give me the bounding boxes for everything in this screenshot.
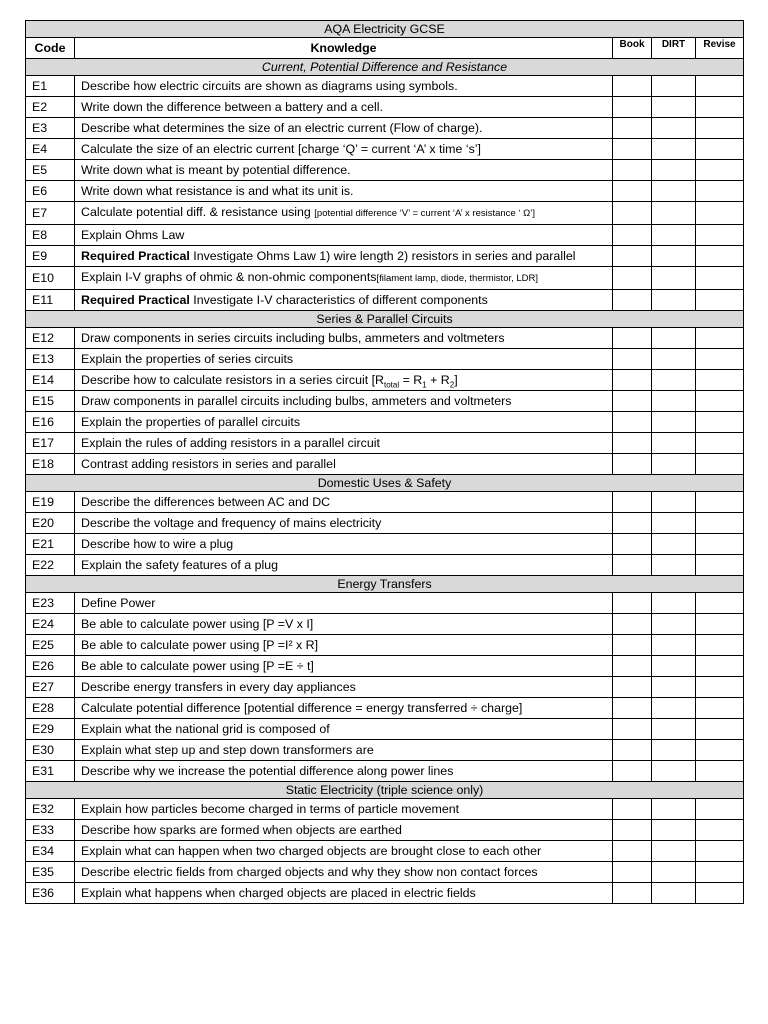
revise-checkbox-cell[interactable]: [696, 513, 744, 534]
table-row: [26, 328, 744, 349]
knowledge-text: [filament lamp, diode, thermistor, LDR]: [376, 273, 539, 284]
knowledge-text: Be able to calculate power using [P =E ÷ t]: [81, 659, 314, 673]
row-knowledge: [75, 593, 613, 614]
revise-checkbox-cell[interactable]: [696, 555, 744, 576]
table-row: [26, 370, 744, 391]
section-title: Series & Parallel Circuits: [26, 311, 744, 328]
section-header-row: [26, 59, 744, 76]
row-knowledge: [75, 883, 613, 904]
section-title: Current, Potential Difference and Resistance: [26, 59, 744, 76]
book-checkbox-cell[interactable]: [613, 225, 652, 246]
table-row: [26, 118, 744, 139]
knowledge-text: Describe how to calculate resistors in a series circuit [R: [81, 373, 384, 387]
row-code: E20: [26, 513, 75, 534]
table-row: [26, 513, 744, 534]
row-code: E4: [26, 139, 75, 160]
table-row: [26, 740, 744, 761]
row-knowledge: [75, 225, 613, 246]
row-code: E12: [26, 328, 75, 349]
knowledge-text: Write down what resistance is and what its unit is.: [81, 184, 354, 198]
knowledge-text: ]: [454, 373, 458, 387]
book-checkbox-cell[interactable]: [613, 820, 652, 841]
dirt-checkbox-cell[interactable]: [652, 740, 696, 761]
knowledge-text: Draw components in parallel circuits including bulbs, ammeters and voltmeters: [81, 394, 512, 408]
book-checkbox-cell[interactable]: [613, 555, 652, 576]
dirt-checkbox-cell[interactable]: [652, 513, 696, 534]
table-row: [26, 349, 744, 370]
knowledge-text: Describe electric fields from charged objects and why they show non contact forces: [81, 865, 538, 879]
table-row: [26, 290, 744, 311]
row-knowledge: [75, 454, 613, 475]
row-code: E31: [26, 761, 75, 782]
book-checkbox-cell[interactable]: [613, 677, 652, 698]
revise-checkbox-cell[interactable]: [696, 677, 744, 698]
dirt-checkbox-cell[interactable]: [652, 118, 696, 139]
revise-checkbox-cell[interactable]: [696, 349, 744, 370]
row-knowledge: [75, 349, 613, 370]
row-code: E23: [26, 593, 75, 614]
revise-checkbox-cell[interactable]: [696, 593, 744, 614]
row-knowledge: [75, 160, 613, 181]
header-code: Code: [26, 38, 75, 59]
row-code: E15: [26, 391, 75, 412]
table-body: [26, 21, 744, 904]
table-row: [26, 593, 744, 614]
table-row: [26, 97, 744, 118]
row-knowledge: [75, 412, 613, 433]
row-code: E24: [26, 614, 75, 635]
row-code: E11: [26, 290, 75, 311]
knowledge-text: 1: [422, 380, 427, 390]
revise-checkbox-cell[interactable]: [696, 883, 744, 904]
revise-checkbox-cell[interactable]: [696, 202, 744, 225]
table-row: [26, 202, 744, 225]
row-knowledge: [75, 181, 613, 202]
table-row: [26, 883, 744, 904]
row-code: E28: [26, 698, 75, 719]
revise-checkbox-cell[interactable]: [696, 160, 744, 181]
row-code: E1: [26, 76, 75, 97]
row-code: E36: [26, 883, 75, 904]
section-title: Domestic Uses & Safety: [26, 475, 744, 492]
book-checkbox-cell[interactable]: [613, 635, 652, 656]
row-knowledge: [75, 328, 613, 349]
book-checkbox-cell[interactable]: [613, 593, 652, 614]
dirt-checkbox-cell[interactable]: [652, 225, 696, 246]
revise-checkbox-cell[interactable]: [696, 76, 744, 97]
knowledge-text: Describe why we increase the potential difference along power lines: [81, 764, 454, 778]
row-knowledge: [75, 761, 613, 782]
revise-checkbox-cell[interactable]: [696, 492, 744, 513]
dirt-checkbox-cell[interactable]: [652, 181, 696, 202]
revise-checkbox-cell[interactable]: [696, 267, 744, 290]
row-code: E35: [26, 862, 75, 883]
title-row: [26, 21, 744, 38]
row-code: E19: [26, 492, 75, 513]
dirt-checkbox-cell[interactable]: [652, 677, 696, 698]
revise-checkbox-cell[interactable]: [696, 761, 744, 782]
book-checkbox-cell[interactable]: [613, 656, 652, 677]
table-row: [26, 225, 744, 246]
table-row: [26, 246, 744, 267]
knowledge-text: Explain what can happen when two charged objects are brought close to each other: [81, 844, 542, 858]
book-checkbox-cell[interactable]: [613, 534, 652, 555]
dirt-checkbox-cell[interactable]: [652, 635, 696, 656]
knowledge-text: Be able to calculate power using [P =V x I]: [81, 617, 314, 631]
table-row: [26, 160, 744, 181]
revise-checkbox-cell[interactable]: [696, 97, 744, 118]
row-code: E7: [26, 202, 75, 225]
book-checkbox-cell[interactable]: [613, 719, 652, 740]
row-knowledge: [75, 246, 613, 267]
book-checkbox-cell[interactable]: [613, 433, 652, 454]
book-checkbox-cell[interactable]: [613, 841, 652, 862]
knowledge-text: total: [384, 380, 400, 390]
header-row: [26, 38, 744, 59]
dirt-checkbox-cell[interactable]: [652, 267, 696, 290]
knowledge-text: 2: [449, 380, 455, 390]
book-checkbox-cell[interactable]: [613, 118, 652, 139]
table-row: [26, 181, 744, 202]
revise-checkbox-cell[interactable]: [696, 740, 744, 761]
row-knowledge: [75, 740, 613, 761]
knowledge-text: [potential difference ‘V’ = current ‘A’ x resistance ‘ Ω’]: [314, 208, 535, 219]
row-code: E6: [26, 181, 75, 202]
section-header-row: [26, 782, 744, 799]
row-code: E21: [26, 534, 75, 555]
knowledge-text: Describe energy transfers in every day appliances: [81, 680, 356, 694]
table-row: [26, 534, 744, 555]
revise-checkbox-cell[interactable]: [696, 181, 744, 202]
knowledge-text: Explain the properties of series circuits: [81, 352, 294, 366]
book-checkbox-cell[interactable]: [613, 76, 652, 97]
book-checkbox-cell[interactable]: [613, 883, 652, 904]
row-code: E27: [26, 677, 75, 698]
row-code: E10: [26, 267, 75, 290]
knowledge-text: Explain what step up and step down transformers are: [81, 743, 374, 757]
row-knowledge: [75, 267, 613, 290]
revise-checkbox-cell[interactable]: [696, 118, 744, 139]
revise-checkbox-cell[interactable]: [696, 412, 744, 433]
book-checkbox-cell[interactable]: [613, 862, 652, 883]
dirt-checkbox-cell[interactable]: [652, 370, 696, 391]
table-row: [26, 635, 744, 656]
section-header-row: [26, 475, 744, 492]
table-row: [26, 862, 744, 883]
document: [25, 20, 743, 904]
header-dirt: DIRT: [652, 38, 696, 59]
dirt-checkbox-cell[interactable]: [652, 349, 696, 370]
revise-checkbox-cell[interactable]: [696, 799, 744, 820]
dirt-checkbox-cell[interactable]: [652, 433, 696, 454]
dirt-checkbox-cell[interactable]: [652, 593, 696, 614]
checklist-table: [25, 20, 744, 904]
knowledge-text: Define Power: [81, 596, 156, 610]
section-title: Static Electricity (triple science only): [26, 782, 744, 799]
knowledge-text: + R: [426, 373, 450, 387]
book-checkbox-cell[interactable]: [613, 513, 652, 534]
knowledge-text: Required Practical: [81, 293, 190, 307]
revise-checkbox-cell[interactable]: [696, 635, 744, 656]
section-header-row: [26, 576, 744, 593]
table-row: [26, 614, 744, 635]
knowledge-text: Explain the properties of parallel circuits: [81, 415, 301, 429]
knowledge-text: Describe the voltage and frequency of mains electricity: [81, 516, 382, 530]
table-row: [26, 677, 744, 698]
row-knowledge: [75, 614, 613, 635]
revise-checkbox-cell[interactable]: [696, 862, 744, 883]
book-checkbox-cell[interactable]: [613, 492, 652, 513]
knowledge-text: Calculate potential diff. & resistance using: [81, 205, 315, 219]
dirt-checkbox-cell[interactable]: [652, 534, 696, 555]
row-code: E22: [26, 555, 75, 576]
row-knowledge: [75, 635, 613, 656]
book-checkbox-cell[interactable]: [613, 799, 652, 820]
document-title: AQA Electricity GCSE: [26, 21, 744, 38]
book-checkbox-cell[interactable]: [613, 698, 652, 719]
book-checkbox-cell[interactable]: [613, 454, 652, 475]
row-code: E16: [26, 412, 75, 433]
row-code: E32: [26, 799, 75, 820]
dirt-checkbox-cell[interactable]: [652, 454, 696, 475]
book-checkbox-cell[interactable]: [613, 370, 652, 391]
book-checkbox-cell[interactable]: [613, 290, 652, 311]
dirt-checkbox-cell[interactable]: [652, 841, 696, 862]
revise-checkbox-cell[interactable]: [696, 534, 744, 555]
book-checkbox-cell[interactable]: [613, 761, 652, 782]
table-row: [26, 555, 744, 576]
knowledge-text: Describe how to wire a plug: [81, 537, 234, 551]
knowledge-text: Write down what is meant by potential difference.: [81, 163, 351, 177]
table-row: [26, 799, 744, 820]
dirt-checkbox-cell[interactable]: [652, 820, 696, 841]
revise-checkbox-cell[interactable]: [696, 139, 744, 160]
section-header-row: [26, 311, 744, 328]
table-row: [26, 492, 744, 513]
header-book: Book: [613, 38, 652, 59]
knowledge-text: Describe what determines the size of an electric current (Flow of charge).: [81, 121, 483, 135]
row-code: E33: [26, 820, 75, 841]
knowledge-text: Explain the rules of adding resistors in a parallel circuit: [81, 436, 380, 450]
row-knowledge: [75, 555, 613, 576]
dirt-checkbox-cell[interactable]: [652, 139, 696, 160]
book-checkbox-cell[interactable]: [613, 246, 652, 267]
table-row: [26, 698, 744, 719]
book-checkbox-cell[interactable]: [613, 740, 652, 761]
book-checkbox-cell[interactable]: [613, 412, 652, 433]
knowledge-text: Contrast adding resistors in series and parallel: [81, 457, 336, 471]
row-knowledge: [75, 370, 613, 391]
book-checkbox-cell[interactable]: [613, 160, 652, 181]
table-row: [26, 76, 744, 97]
knowledge-text: Write down the difference between a battery and a cell.: [81, 100, 383, 114]
row-knowledge: [75, 841, 613, 862]
row-knowledge: [75, 677, 613, 698]
knowledge-text: Draw components in series circuits including bulbs, ammeters and voltmeters: [81, 331, 505, 345]
dirt-checkbox-cell[interactable]: [652, 97, 696, 118]
row-knowledge: [75, 799, 613, 820]
knowledge-text: Explain what the national grid is composed of: [81, 722, 330, 736]
dirt-checkbox-cell[interactable]: [652, 719, 696, 740]
row-knowledge: [75, 76, 613, 97]
table-row: [26, 267, 744, 290]
knowledge-text: Describe the differences between AC and DC: [81, 495, 331, 509]
dirt-checkbox-cell[interactable]: [652, 246, 696, 267]
row-knowledge: [75, 862, 613, 883]
row-code: E29: [26, 719, 75, 740]
table-row: [26, 454, 744, 475]
dirt-checkbox-cell[interactable]: [652, 202, 696, 225]
dirt-checkbox-cell[interactable]: [652, 391, 696, 412]
revise-checkbox-cell[interactable]: [696, 290, 744, 311]
row-knowledge: [75, 97, 613, 118]
knowledge-text: Explain how particles become charged in terms of particle movement: [81, 802, 460, 816]
row-knowledge: [75, 820, 613, 841]
row-code: E8: [26, 225, 75, 246]
dirt-checkbox-cell[interactable]: [652, 492, 696, 513]
row-knowledge: [75, 290, 613, 311]
header-knowledge: Knowledge: [75, 38, 613, 59]
dirt-checkbox-cell[interactable]: [652, 883, 696, 904]
knowledge-text: = R: [399, 373, 423, 387]
knowledge-text: Explain what happens when charged objects are placed in electric fields: [81, 886, 476, 900]
book-checkbox-cell[interactable]: [613, 614, 652, 635]
revise-checkbox-cell[interactable]: [696, 656, 744, 677]
section-title: Energy Transfers: [26, 576, 744, 593]
revise-checkbox-cell[interactable]: [696, 454, 744, 475]
row-code: E2: [26, 97, 75, 118]
revise-checkbox-cell[interactable]: [696, 391, 744, 412]
book-checkbox-cell[interactable]: [613, 349, 652, 370]
book-checkbox-cell[interactable]: [613, 139, 652, 160]
table-row: [26, 391, 744, 412]
table-row: [26, 719, 744, 740]
knowledge-text: Required Practical: [81, 249, 190, 263]
row-code: E25: [26, 635, 75, 656]
dirt-checkbox-cell[interactable]: [652, 614, 696, 635]
revise-checkbox-cell[interactable]: [696, 433, 744, 454]
knowledge-text: Explain I-V graphs of ohmic & non-ohmic components: [81, 270, 377, 284]
row-knowledge: [75, 202, 613, 225]
revise-checkbox-cell[interactable]: [696, 841, 744, 862]
dirt-checkbox-cell[interactable]: [652, 761, 696, 782]
row-knowledge: [75, 492, 613, 513]
table-row: [26, 761, 744, 782]
knowledge-text: Explain the safety features of a plug: [81, 558, 278, 572]
revise-checkbox-cell[interactable]: [696, 820, 744, 841]
row-code: E30: [26, 740, 75, 761]
knowledge-text: Be able to calculate power using [P =I² x R]: [81, 638, 319, 652]
book-checkbox-cell[interactable]: [613, 181, 652, 202]
book-checkbox-cell[interactable]: [613, 267, 652, 290]
dirt-checkbox-cell[interactable]: [652, 76, 696, 97]
table-row: [26, 820, 744, 841]
dirt-checkbox-cell[interactable]: [652, 698, 696, 719]
dirt-checkbox-cell[interactable]: [652, 160, 696, 181]
revise-checkbox-cell[interactable]: [696, 246, 744, 267]
row-knowledge: [75, 391, 613, 412]
dirt-checkbox-cell[interactable]: [652, 412, 696, 433]
row-code: E18: [26, 454, 75, 475]
knowledge-text: Describe how electric circuits are shown as diagrams using symbols.: [81, 79, 458, 93]
dirt-checkbox-cell[interactable]: [652, 555, 696, 576]
row-code: E17: [26, 433, 75, 454]
row-knowledge: [75, 534, 613, 555]
header-revise: Revise: [696, 38, 744, 59]
book-checkbox-cell[interactable]: [613, 97, 652, 118]
book-checkbox-cell[interactable]: [613, 391, 652, 412]
knowledge-text: Investigate Ohms Law 1) wire length 2) resistors in series and parallel: [189, 249, 576, 263]
table-row: [26, 139, 744, 160]
knowledge-text: Calculate potential difference [potential difference = energy transferred ÷ charge]: [81, 701, 523, 715]
row-code: E26: [26, 656, 75, 677]
dirt-checkbox-cell[interactable]: [652, 656, 696, 677]
row-knowledge: [75, 698, 613, 719]
revise-checkbox-cell[interactable]: [696, 370, 744, 391]
revise-checkbox-cell[interactable]: [696, 328, 744, 349]
row-knowledge: [75, 118, 613, 139]
revise-checkbox-cell[interactable]: [696, 698, 744, 719]
row-code: E13: [26, 349, 75, 370]
row-code: E9: [26, 246, 75, 267]
row-code: E34: [26, 841, 75, 862]
book-checkbox-cell[interactable]: [613, 328, 652, 349]
book-checkbox-cell[interactable]: [613, 202, 652, 225]
revise-checkbox-cell[interactable]: [696, 614, 744, 635]
knowledge-text: Describe how sparks are formed when objects are earthed: [81, 823, 402, 837]
row-knowledge: [75, 513, 613, 534]
dirt-checkbox-cell[interactable]: [652, 799, 696, 820]
row-code: E14: [26, 370, 75, 391]
table-row: [26, 412, 744, 433]
knowledge-text: Investigate I-V characteristics of different components: [189, 293, 488, 307]
revise-checkbox-cell[interactable]: [696, 719, 744, 740]
knowledge-text: Calculate the size of an electric current [charge ‘Q’ = current ‘A’ x time ‘s’]: [81, 142, 481, 156]
row-knowledge: [75, 719, 613, 740]
row-code: E3: [26, 118, 75, 139]
row-knowledge: [75, 139, 613, 160]
row-knowledge: [75, 656, 613, 677]
knowledge-text: Explain Ohms Law: [81, 228, 185, 242]
row-knowledge: [75, 433, 613, 454]
table-row: [26, 656, 744, 677]
table-row: [26, 433, 744, 454]
row-code: E5: [26, 160, 75, 181]
dirt-checkbox-cell[interactable]: [652, 862, 696, 883]
revise-checkbox-cell[interactable]: [696, 225, 744, 246]
table-row: [26, 841, 744, 862]
dirt-checkbox-cell[interactable]: [652, 328, 696, 349]
dirt-checkbox-cell[interactable]: [652, 290, 696, 311]
